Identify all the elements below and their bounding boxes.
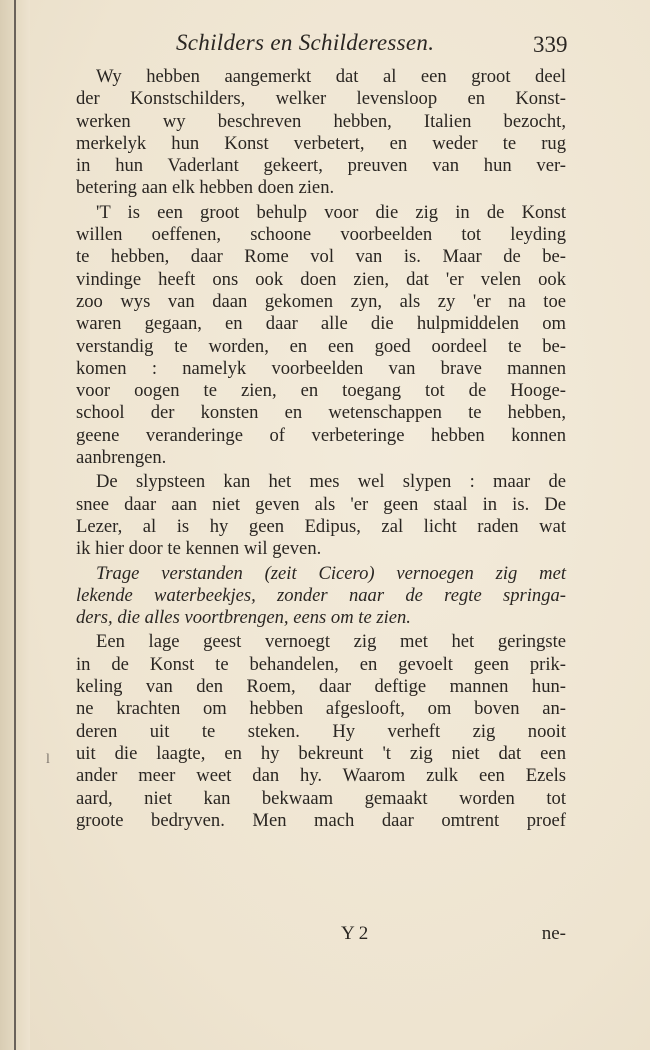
catchword: ne- <box>541 923 566 944</box>
text-line: werken wy beschreven hebben, Italien bezocht, <box>76 110 566 132</box>
text-line: zoo wys van daan gekomen zyn, als zy 'er na toe <box>76 290 566 312</box>
text-line: aanbrengen. <box>76 447 167 469</box>
text-line: willen oeffenen, schoone voorbeelden tot leyding <box>76 224 566 246</box>
text-line: keling van den Roem, daar deftige mannen hun- <box>76 676 566 698</box>
text-line: geene veranderinge of verbeteringe hebben konnen <box>76 424 566 446</box>
text-line: voor oogen te zien, en toegang tot de Hooge- <box>76 380 566 402</box>
text-line: Een lage geest vernoegt zig met het geringste <box>96 631 566 653</box>
text-line: Lezer, al is hy geen Edipus, zal licht raden wat <box>76 515 566 537</box>
book-page <box>30 0 650 1050</box>
text-line: uit die laagte, en hy bekreunt 't zig niet dat een <box>76 742 566 764</box>
text-line: ne krachten om hebben afgeslooft, om boven an- <box>76 698 566 720</box>
text-line: ders, die alles voortbrengen, eens om te zien. <box>76 607 411 629</box>
text-line: aard, niet kan bekwaam gemaakt worden tot <box>76 787 566 809</box>
page-footer <box>76 923 566 947</box>
text-line: De slypsteen kan het mes wel slypen : maar de <box>96 471 566 493</box>
text-line: verstandig te worden, en een goed oordeel te be- <box>76 335 566 357</box>
text-line: lekende waterbeekjes, zonder naar de regte springa- <box>76 584 566 606</box>
text-line: deren uit te steken. Hy verheft zig nooit <box>76 720 566 742</box>
text-line: ander meer weet dan hy. Waarom zulk een Ezels <box>76 765 566 787</box>
text-line: ik hier door te kennen wil geven. <box>76 538 322 560</box>
text-line: Trage verstanden (zeit Cicero) vernoegen zig met <box>96 562 566 584</box>
margin-mark: l <box>46 752 50 767</box>
text-line: 'T is een groot behulp voor die zig in de Konst <box>96 201 566 223</box>
text-line: vindinge heeft ons ook doen zien, dat 'er velen ook <box>76 268 566 290</box>
signature-mark: Y 2 <box>341 923 369 944</box>
text-line: betering aan elk hebben doen zien. <box>76 177 335 199</box>
page-number: 339 <box>533 32 568 57</box>
body-text <box>76 66 566 832</box>
text-line: groote bedryven. Men mach daar omtrent proef <box>76 809 566 831</box>
text-line: der Konstschilders, welker levensloop en Konst- <box>76 88 566 110</box>
gutter-line <box>14 0 16 1050</box>
text-line: in de Konst te behandelen, en gevoelt geen prik- <box>76 653 566 675</box>
text-line: komen : namelyk voorbeelden van brave mannen <box>76 357 566 379</box>
text-line: merkelyk hun Konst verbetert, en weder te rug <box>76 132 566 154</box>
text-line: Wy hebben aangemerkt dat al een groot deel <box>96 66 566 87</box>
text-line: school der konsten en wetenschappen te hebben, <box>76 402 566 424</box>
text-line: te hebben, daar Rome vol van is. Maar de be- <box>76 246 566 268</box>
text-line: waren gegaan, en daar alle die hulpmiddelen om <box>76 313 566 335</box>
text-line: in hun Vaderlant gekeert, preuven van hun ver- <box>76 155 566 177</box>
running-head: Schilders en Schilderessen. <box>176 30 435 55</box>
text-line: snee daar aan niet geven als 'er geen staal in is. De <box>76 493 566 515</box>
